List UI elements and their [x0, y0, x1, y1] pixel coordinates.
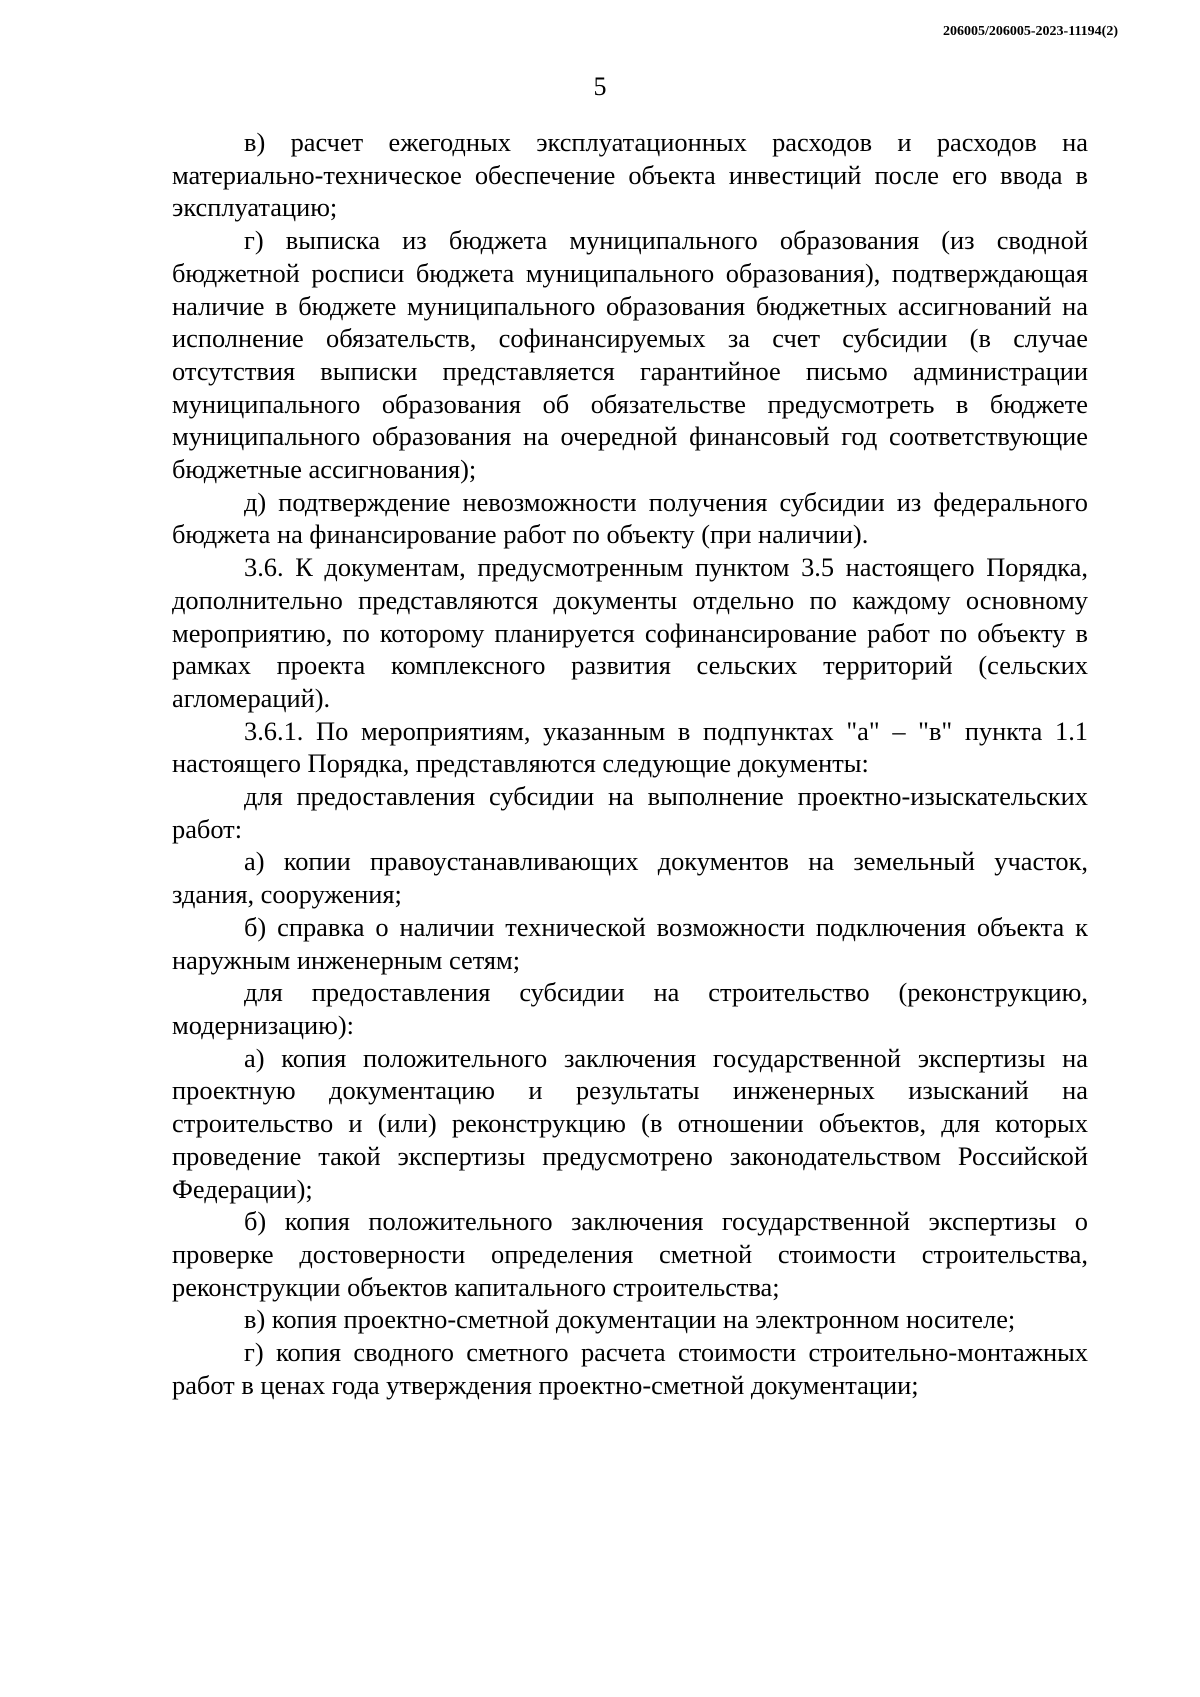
paragraph-g-budget-extract: г) выписка из бюджета муниципального образования (из сводной бюджетной росписи бюджета муниципального образования), подтверждающая наличие в бюджете муниципального образования бюджетных ассигнований на исполнение обязательств, софинансируемых за счет субсидии (в случае отсутствия выписки представляется гарантийное письмо администрации муниципального образования об обязательстве предусмотреть в бюджете муниципального образования на очередной финансовый год соответствующие бюджетные ассигнования); [172, 225, 1088, 485]
paragraph-construction-intro: для предоставления субсидии на строительство (реконструкцию, модернизацию): [172, 977, 1088, 1040]
paragraph-a-title-documents: а) копии правоустанавливающих документов на земельный участок, здания, сооружения; [172, 846, 1088, 910]
paragraph-b-connection-certificate: б) справка о наличии технической возможности подключения объекта к наружным инженерным сетям; [172, 911, 1088, 975]
document-id: 206005/206005-2023-11194(2) [943, 24, 1118, 39]
paragraph-a-expertise-conclusion: а) копия положительного заключения государственной экспертизы на проектную документацию и результаты инженерных изысканий на строительство и (или) реконструкцию (в отношении объектов, для которых проведение такой экспертизы предусмотрено законодательством Российской Федерации); [172, 1042, 1088, 1204]
paragraph-b-cost-verification: б) копия положительного заключения государственной экспертизы о проверке достоверности определения сметной стоимости строительства, реконструкции объектов капитального строительства; [172, 1206, 1088, 1302]
page-number: 5 [593, 72, 607, 101]
paragraph-v-electronic-copy: в) копия проектно-сметной документации на электронном носителе; [244, 1304, 1016, 1335]
paragraph-d-federal-subsidy: д) подтверждение невозможности получения субсидии из федерального бюджета на финансирование работ по объекту (при наличии). [172, 486, 1088, 550]
paragraph-3-6-1: 3.6.1. По мероприятиям, указанным в подпунктах "а" – "в" пункта 1.1 настоящего Порядка, представляются следующие документы: [172, 715, 1088, 779]
paragraph-3-6: 3.6. К документам, предусмотренным пунктом 3.5 настоящего Порядка, дополнительно представляются документы отдельно по каждому основному мероприятию, по которому планируется софинансирование работ по объекту в рамках проекта комплексного развития сельских территорий (сельских агломераций). [172, 552, 1088, 713]
paragraph-g-summary-estimate: г) копия сводного сметного расчета стоимости строительно-монтажных работ в ценах года утверждения проектно-сметной документации; [172, 1337, 1088, 1400]
document-body [172, 126, 1088, 1401]
paragraph-v-operating-costs: в) расчет ежегодных эксплуатационных расходов и расходов на материально-техническое обеспечение объекта инвестиций после его ввода в эксплуатацию; [172, 127, 1088, 223]
paragraph-design-survey-intro: для предоставления субсидии на выполнение проектно-изыскательских работ: [172, 781, 1088, 844]
